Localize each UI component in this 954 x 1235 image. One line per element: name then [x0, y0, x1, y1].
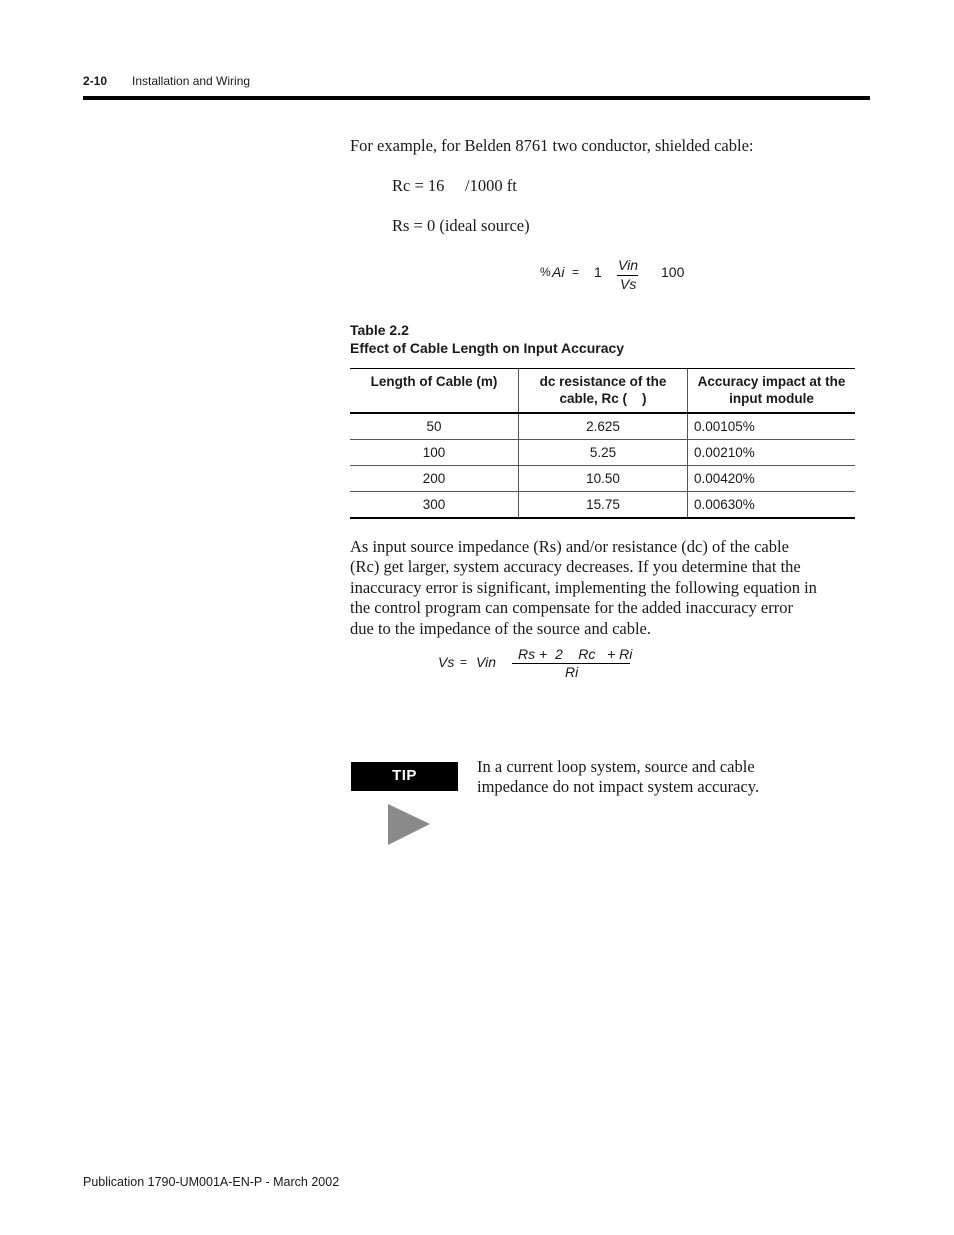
formula-equals: =	[572, 265, 580, 279]
header-accuracy-impact: Accuracy impact at the input module	[688, 369, 856, 414]
tip-line: impedance do not impact system accuracy.	[477, 777, 760, 797]
table-row	[350, 440, 855, 466]
accuracy-formula	[538, 256, 698, 296]
publication-footer: Publication 1790-UM001A-EN-P - March 2002	[83, 1175, 340, 1189]
table-row	[350, 466, 855, 492]
formula-vs: Vs	[438, 654, 455, 670]
header-rule	[83, 96, 870, 100]
formula-denominator: Vs	[620, 276, 637, 292]
paragraph-line: due to the impedance of the source and cable.	[350, 618, 651, 638]
paragraph-line: the control program can compensate for the added inaccuracy error	[350, 598, 793, 618]
intro-text: For example, for Belden 8761 two conductor, shielded cable:	[350, 136, 754, 155]
formula-numerator: Rs + 2 Rc + Ri	[518, 646, 633, 662]
cell-resistance: 5.25	[519, 440, 688, 466]
formula-one: 1	[594, 264, 602, 280]
cell-length: 300	[350, 492, 519, 519]
rc-line: Rc = 16 /1000 ft	[392, 176, 517, 195]
header-dc-resistance: dc resistance of the cable, Rc ( )	[519, 369, 688, 414]
cell-accuracy: 0.00420%	[688, 466, 856, 492]
accuracy-paragraph	[350, 537, 870, 639]
tip-text	[477, 757, 759, 798]
formula-ai: Ai	[552, 264, 565, 280]
formula-vin: Vin	[476, 654, 496, 670]
paragraph-line: inaccuracy error is significant, implementing the following equation in	[350, 577, 817, 597]
cell-length: 200	[350, 466, 519, 492]
compensation-formula	[437, 645, 637, 685]
cell-accuracy: 0.00210%	[688, 440, 856, 466]
cell-resistance: 10.50	[519, 466, 688, 492]
table-row	[350, 413, 855, 440]
table-header-row	[350, 369, 855, 414]
formula-multiplier: 100	[661, 264, 685, 280]
formula-equals: =	[460, 655, 468, 669]
section-title: Installation and Wiring	[132, 74, 251, 88]
rs-line: Rs = 0 (ideal source)	[392, 216, 530, 235]
percent-sign: %	[540, 265, 551, 279]
paragraph-line: As input source impedance (Rs) and/or resistance (dc) of the cable	[350, 537, 789, 556]
cell-length: 50	[350, 413, 519, 440]
formula-denominator: Ri	[565, 664, 579, 680]
table-row	[350, 492, 855, 519]
tip-arrow-icon	[386, 803, 432, 847]
header-length: Length of Cable (m)	[350, 369, 519, 414]
cell-accuracy: 0.00630%	[688, 492, 856, 519]
paragraph-line: (Rc) get larger, system accuracy decreases. If you determine that the	[350, 557, 801, 577]
cell-length: 100	[350, 440, 519, 466]
tip-label: TIP	[351, 762, 458, 791]
cell-accuracy: 0.00105%	[688, 413, 856, 440]
tip-line: In a current loop system, source and cable	[477, 757, 755, 776]
cell-resistance: 2.625	[519, 413, 688, 440]
page-number: 2-10	[83, 74, 108, 88]
cell-resistance: 15.75	[519, 492, 688, 519]
table-caption: Effect of Cable Length on Input Accuracy	[350, 340, 625, 356]
formula-numerator: Vin	[618, 257, 638, 273]
table-number: Table 2.2	[350, 322, 409, 338]
cable-length-table	[350, 368, 855, 519]
